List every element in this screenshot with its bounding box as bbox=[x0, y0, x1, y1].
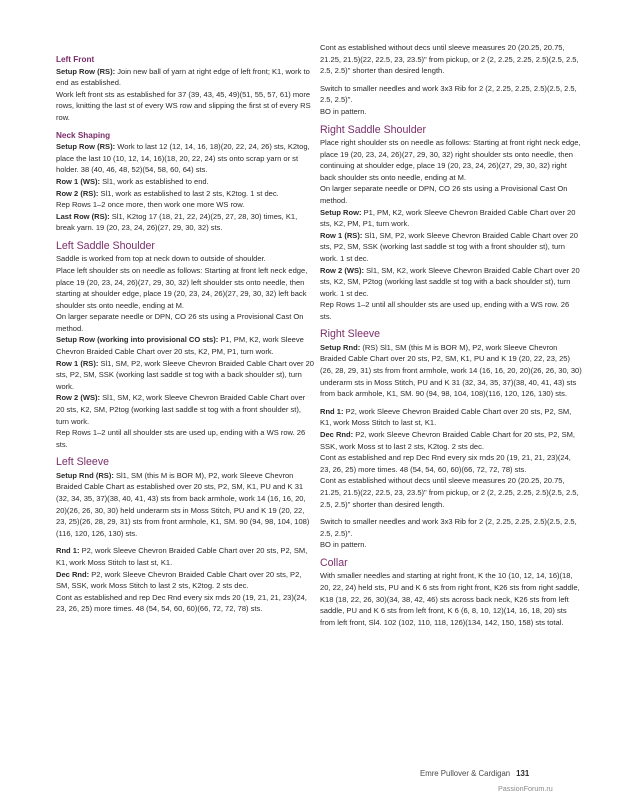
left-front-setup-row: Setup Row (RS): Join new ball of yarn at right edge of left front; K1, work to end as established. bbox=[56, 66, 310, 88]
right-saddle-row-2: Row 2 (WS): Sl1, SM, K2, work Sleeve Chevron Braided Cable Chart over 20 sts, K2, SM, P2tog (working last saddle st tog with a back shoulder st), turn work. 1 st dec. bbox=[320, 265, 580, 298]
neck-shaping-last-row: Last Row (RS): Sl1, K2tog 17 (18, 21, 22, 24)(25, 27, 28, 30) times, K1, break yarn. 19 (20, 23, 24, 26)(27, 29, 30, 32) sts. bbox=[56, 211, 298, 233]
right-sleeve-bind-off: BO in pattern. bbox=[320, 540, 367, 550]
row-label: Setup Row: bbox=[320, 207, 362, 217]
right-column bbox=[320, 42, 582, 628]
row-label: Row 1 (RS): bbox=[320, 230, 363, 240]
row-label: Row 2 (WS): bbox=[320, 265, 365, 275]
row-label: Rnd 1: bbox=[320, 406, 344, 416]
watermark: PassionForum.ru bbox=[498, 784, 553, 793]
right-sleeve-continue-measure: Cont as established without decs until sleeve measures 20 (20.25, 20.75, 21.25, 21.5)(22, 22.5, 23, 23.5)" from pickup, or 2 (2, 2.25, 2.25, 2.5)(2.5, 2.5, 2.5, 2.5)" shorter than desired length. bbox=[320, 476, 579, 509]
right-sleeve-dec-rnd: Dec Rnd: P2, work Sleeve Chevron Braided Cable Chart for 20 sts, P2, SM, SSK, work Moss st to last 2 sts, K2tog. 2 sts dec. bbox=[320, 430, 576, 451]
row-label: Setup Row (RS): bbox=[56, 142, 116, 152]
right-saddle-repeat: Rep Rows 1–2 until all shoulder sts are used up, ending with a WS row. 26 sts. bbox=[320, 300, 570, 321]
left-saddle-cast-on: On larger separate needle or DPN, CO 26 sts using a Provisional Cast On method. bbox=[56, 312, 304, 333]
right-saddle-row-1: Row 1 (RS): Sl1, SM, P2, work Sleeve Chevron Braided Cable Chart over 20 sts, P2, SM, SSK (working last saddle st tog with a front shoulder st), turn work. 1 st dec. bbox=[320, 230, 578, 263]
neck-shaping-heading: Neck Shaping bbox=[56, 130, 111, 140]
left-sleeve-switch-needles: Switch to smaller needles and work 3x3 Rib for 2 (2, 2.25, 2.25, 2.5)(2.5, 2.5, 2.5, 2.5)". bbox=[320, 83, 577, 105]
left-sleeve-heading: Left Sleeve bbox=[56, 456, 110, 469]
left-column bbox=[56, 54, 314, 615]
right-sleeve-rnd-1: Rnd 1: P2, work Sleeve Chevron Braided Cable Chart over 20 sts, P2, SM, K1, work Moss Stitch to last st, K1. bbox=[320, 406, 572, 428]
right-saddle-heading: Right Saddle Shoulder bbox=[320, 123, 427, 136]
left-saddle-repeat: Rep Rows 1–2 until all shoulder sts are used up, ending with a WS row. 26 sts. bbox=[56, 428, 306, 449]
neck-shaping-row-1: Row 1 (WS): Sl1, work as established to end. bbox=[56, 176, 209, 186]
left-saddle-place: Place left shoulder sts on needle as follows: Starting at front left neck edge, place 19 (20, 23, 24, 26)(27, 29, 30, 32) left shoulder sts onto needle, then starting at shoulder edge, place 19 (20, 23, 24, 26)(27, 29, 30, 32) left back shoulder sts onto needle, ending at M. bbox=[56, 265, 308, 310]
right-sleeve-switch-needles: Switch to smaller needles and work 3x3 Rib for 2 (2, 2.25, 2.25, 2.5)(2.5, 2.5, 2.5, 2.5)". bbox=[320, 517, 577, 538]
left-sleeve-continue: Cont as established and rep Dec Rnd every six rnds 20 (19, 21, 21, 23)(24, 23, 26, 25) more times. 48 (54, 54, 60, 60)(66, 72, 72, 78) sts. bbox=[56, 592, 307, 614]
right-saddle-setup-row: Setup Row: P1, PM, K2, work Sleeve Chevron Braided Cable Chart over 20 sts, K2, PM, P1, turn work. bbox=[320, 207, 576, 229]
row-label: Row 2 (RS): bbox=[56, 188, 99, 198]
left-sleeve-dec-rnd: Dec Rnd: P2, work Sleeve Chevron Braided Cable Chart over 20 sts, P2, SM, SSK, work Moss Stitch to last 2 sts, K2tog. 2 sts dec. bbox=[56, 569, 302, 591]
right-sleeve-continue: Cont as established and rep Dec Rnd every six rnds 20 (19, 21, 21, 23)(24, 23, 26, 25) more times. 48 (54, 54, 60, 60)(66, 72, 72, 78) sts. bbox=[320, 453, 571, 474]
row-label: Setup Rnd: bbox=[320, 342, 361, 352]
left-saddle-row-1: Row 1 (RS): Sl1, SM, P2, work Sleeve Chevron Braided Cable Chart over 20 sts, P2, SM, SSK (working last saddle st tog with a back shoulder st), turn work. bbox=[56, 358, 314, 391]
left-sleeve-continue-measure: Cont as established without decs until sleeve measures 20 (20.25, 20.75, 21.25, 21.5)(22, 22.5, 23, 23.5)" from pickup, or 2 (2, 2.25, 2.25, 2.5)(2.5, 2.5, 2.5, 2.5)" shorter than desired length. bbox=[320, 43, 579, 76]
collar-text: With smaller needles and starting at right front, K the 10 (10, 12, 14, 16)(18, 20, 22, 24) held sts, PU and K 6 sts from right front, K26 sts from right saddle, K18 (18, 22, 26, 30)(34, 38, 42, 46) sts across back neck, K26 sts from left saddle, PU and K 6 sts from left front, K 6 (6, 8, 10, 12)(14, 16, 18, 20) sts from left front, Sl4. 102 (102, 110, 118, 126)(134, 142, 150, 158) sts total. bbox=[320, 571, 580, 627]
row-label: Row 1 (WS): bbox=[56, 176, 101, 186]
collar-heading: Collar bbox=[320, 556, 348, 569]
row-label: Dec Rnd: bbox=[56, 569, 90, 579]
page-footer bbox=[420, 769, 529, 778]
row-label: Setup Rnd (RS): bbox=[56, 470, 114, 480]
left-saddle-heading: Left Saddle Shoulder bbox=[56, 239, 155, 252]
right-sleeve-setup-rnd: Setup Rnd: (RS) Sl1, SM (this M is BOR M), P2, work Sleeve Chevron Braided Cable Chart over 20 sts, P2, SM, K1, PU and K 19 (20, 22, 23, 25)(26, 28, 29, 31) sts from front armhole, work 14 (16, 16, 20, 20)(26, 26, 30, 30) underarm sts in Moss Stitch, PU and K 31 (32, 34, 35, 37)(38, 40, 41, 43) sts from back armhole, K1, SM. 90 (94, 98, 104, 108)(116, 120, 126, 130) sts. bbox=[320, 342, 582, 399]
left-saddle-row-2: Row 2 (WS): Sl1, SM, K2, work Sleeve Chevron Braided Cable Chart over 20 sts, K2, SM, P2tog (working last saddle st tog with a front shoulder st), turn work. bbox=[56, 393, 306, 426]
left-sleeve-rnd-1: Rnd 1: P2, work Sleeve Chevron Braided Cable Chart over 20 sts, P2, SM, K1, work Moss Stitch to last st, K1. bbox=[56, 546, 308, 567]
row-label: Setup Row (RS): bbox=[56, 66, 116, 76]
row-label: Row 2 (WS): bbox=[56, 393, 101, 403]
neck-shaping-setup-row: Setup Row (RS): Work to last 12 (12, 14, 16, 18)(20, 22, 24, 26) sts, K2tog, place the last 10 (10, 12, 14, 16)(18, 20, 22, 24) sts onto scrap yarn or st holder. 38 (40, 46, 48, 52)(54, 58, 60, 64) sts. bbox=[56, 142, 310, 175]
row-label: Last Row (RS): bbox=[56, 211, 110, 221]
row-label: Dec Rnd: bbox=[320, 430, 354, 440]
left-sleeve-setup-rnd: Setup Rnd (RS): Sl1, SM (this M is BOR M), P2, work Sleeve Chevron Braided Cable Chart as established over 20 sts, P2, SM, K1, PU and K 31 (32, 34, 35, 37)(38, 40, 41, 43) sts from back armhole, work 14 (16, 16, 20, 20)(26, 26, 30, 30) held underarm sts in Moss Stitch, PU and K 19 (20, 22, 23, 25)(26, 28, 29, 31) sts from front armhole, K1, SM. 90 (94, 98, 104, 108)(116, 120, 126, 130) sts. bbox=[56, 470, 310, 538]
row-label: Row 1 (RS): bbox=[56, 358, 99, 368]
right-sleeve-heading: Right Sleeve bbox=[320, 328, 381, 341]
left-saddle-setup-row: Setup Row (working into provisional CO sts): P1, PM, K2, work Sleeve Chevron Braided Cable Chart over 20 sts, K2, PM, P1, turn work. bbox=[56, 335, 304, 357]
left-saddle-intro: Saddle is worked from top at neck down to outside of shoulder. bbox=[56, 254, 266, 264]
right-saddle-place: Place right shoulder sts on needle as follows: Starting at front right neck edge, place 19 (20, 23, 24, 26)(27, 29, 30, 32) right shoulder sts onto needle, then continuing at shoulder edge, place 19 (20, 23, 24, 26)(27, 29, 30, 32) right back shoulder sts onto needle, ending at M. bbox=[320, 137, 581, 182]
footer-title: Emre Pullover & Cardigan bbox=[420, 769, 511, 778]
left-front-heading: Left Front bbox=[56, 55, 95, 64]
left-front-work-text: Work left front sts as established for 37 (39, 43, 45, 49)(51, 55, 57, 61) more rows, knitting the last st of every WS row and slipping the first st of every RS row. bbox=[56, 89, 311, 122]
row-label: Rnd 1: bbox=[56, 546, 80, 556]
neck-shaping-row-2: Row 2 (RS): Sl1, work as established to last 2 sts, K2tog. 1 st dec. bbox=[56, 188, 279, 198]
row-label: Setup Row (working into provisional CO sts): bbox=[56, 335, 219, 345]
page-number: 131 bbox=[516, 769, 530, 778]
right-saddle-cast-on: On larger separate needle or DPN, CO 26 sts using a Provisional Cast On method. bbox=[320, 184, 568, 205]
neck-shaping-repeat: Rep Rows 1–2 once more, then work one more WS row. bbox=[56, 200, 245, 210]
left-sleeve-bind-off: BO in pattern. bbox=[320, 106, 367, 116]
